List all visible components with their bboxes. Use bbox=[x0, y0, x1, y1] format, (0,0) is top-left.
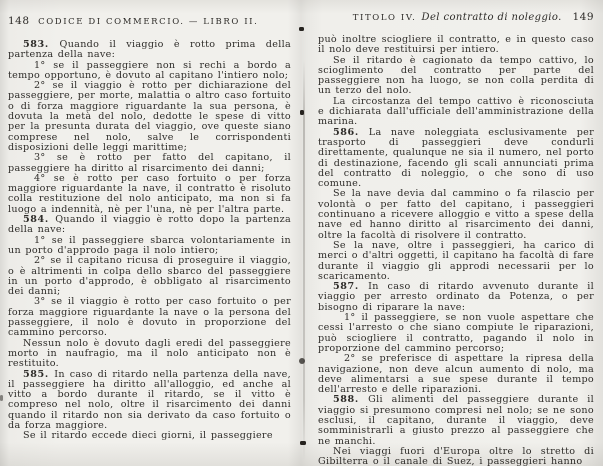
paragraph: 588. Gli alimenti del passeggiere durante il viaggio si presumono compresi nel nolo; se ne sono esclusi, il capitano, durante il viaggio, deve somministrarli a giusto prezzo al passeggiere che ne manchi. bbox=[318, 394, 594, 447]
article-number: 584. bbox=[23, 214, 56, 226]
page-left-body bbox=[8, 40, 291, 442]
ink-speck bbox=[300, 110, 304, 115]
article-number: 587. bbox=[333, 281, 369, 293]
paragraph: Se la nave, oltre i passeggieri, ha carico di merci o d'altri oggetti, il capitano ha facoltà di fare durante il viaggio gli approdi necessarii per lo scaricamento. bbox=[318, 239, 594, 282]
paragraph: può inoltre sciogliere il contratto, e in questo caso il nolo deve restituirsi per intiero. bbox=[318, 34, 594, 56]
running-title-chapter: Del contratto di noleggio. bbox=[421, 12, 562, 23]
paragraph: Se il ritardo eccede dieci giorni, il passeggiere bbox=[23, 430, 273, 442]
paragraph: 4° se è rotto per caso fortuito o per forza maggiore riguardante la nave, il contratto è risoluto colla restituzione del nolo anticipato, ma non si fa luogo a indennità, nè per l'una, nè per l'altra parte. bbox=[8, 172, 291, 215]
article-number: 588. bbox=[333, 394, 369, 406]
page-right-body bbox=[318, 35, 594, 466]
running-title-left: CODICE DI COMMERCIO. — LIBRO II. bbox=[38, 17, 259, 27]
paragraph: 1° il passeggiere, se non vuole aspettare che cessi l'arresto o che siano compiute le riparazioni, può sciogliere il contratto, pagando il nolo in proporzione del cammino percorso; bbox=[318, 312, 594, 354]
ink-speck bbox=[299, 358, 305, 364]
paragraph: 3° se è rotto per fatto del capitano, il passeggiere ha diritto al risarcimento dei danni; bbox=[8, 152, 291, 174]
page-right-header bbox=[318, 5, 594, 24]
paragraph: Se la nave devia dal cammino o fa rilascio per volontà o per fatto del capitano, i passeggieri continuano a ricevere alloggio e vitto a spese della nave ed hanno diritto al risarcimento dei danni, oltre la facoltà di risolvere il contratto. bbox=[318, 188, 594, 241]
page-right bbox=[300, 0, 603, 466]
running-title-right bbox=[342, 5, 572, 24]
ink-speck bbox=[299, 27, 304, 31]
paragraph: 1° se il passeggiere sbarca volontariamente in un porto d'approdo paga il nolo intiero; bbox=[8, 234, 291, 256]
article-number: 585. bbox=[23, 368, 55, 380]
paragraph: 1° se il passeggiere non si rechi a bordo a tempo opportuno, è dovuto al capitano l'intiero nolo; bbox=[8, 59, 291, 81]
ink-speck bbox=[0, 395, 3, 401]
paragraph: 3° se il viaggio è rotto per caso fortuito o per forza maggiore riguardante la nave o la persona del passeggiere, il nolo è dovuto in proporzione del cammino percorso. bbox=[8, 296, 291, 339]
paragraph: 586. La nave noleggiata esclusivamente per trasporto di passeggieri deve condurli direttamente, qualunque ne sia il numero, nel porto di destinazione, facendo gli scali annunciati prima del contratto di noleggio, o che sono di uso comune. bbox=[318, 126, 595, 190]
paragraph: 585. In caso di ritardo nella partenza della nave, il passeggiere ha diritto all'alloggio, ed anche al vitto a bordo durante il ritardo, se il vitto è compreso nel nolo, oltre il risarcimento dei danni quando il ritardo non sia derivato da caso fortuito o da forza maggiore. bbox=[8, 368, 291, 431]
paragraph: 587. In caso di ritardo avvenuto durante il viaggio per arresto ordinato da Potenza, o per bisogno di riparare la nave: bbox=[318, 281, 595, 313]
article-number: 583. bbox=[23, 39, 60, 50]
ink-speck bbox=[300, 441, 306, 445]
page-left-header bbox=[8, 15, 291, 27]
paragraph: Se il ritardo è cagionato da tempo cattivo, lo scioglimento del contratto per parte del passeggiere non ha luogo, se non colla perdita di un terzo del nolo. bbox=[318, 54, 594, 97]
paragraph: Nei viaggi fuori d'Europa oltre lo stretto di Gibilterra o il canale di Suez, i passeggieri hanno bbox=[318, 445, 594, 466]
running-title-section: TITOLO IV. bbox=[352, 13, 417, 23]
article-number: 586. bbox=[333, 126, 369, 138]
paragraph: 2° se il capitano ricusa di proseguire il viaggio, o è altrimenti in colpa dello sbarco del passeggiere in un porto d'approdo, è obbligato al risarcimento dei danni; bbox=[8, 255, 291, 298]
paragraph: 583. Quando il viaggio è rotto prima della partenza della nave: bbox=[8, 39, 291, 61]
paragraph: La circostanza del tempo cattivo è riconosciuta e dichiarata dall'ufficiale dell'amministrazione della marina. bbox=[318, 95, 594, 128]
page-left bbox=[0, 0, 300, 466]
paragraph: 2° se preferisce di aspettare la ripresa della navigazione, non deve alcun aumento di nolo, ma deve alimentarsi a sue spese durante il tempo dell'arresto e delle riparazioni. bbox=[318, 353, 594, 396]
page-number-left: 148 bbox=[8, 15, 30, 27]
paragraph: 2° se il viaggio è rotto per dichiarazione del passeggiere, per morte, malattia o altro caso fortuito o di forza maggiore riguardante la sua persona, è dovuta la metà del nolo, dedotte le spese di vitto per la presunta durata del viaggio, ove queste siano comprese nel nolo, salve le corrispondenti disposizioni delle leggi marittime; bbox=[8, 80, 291, 153]
page-number-right: 149 bbox=[572, 11, 594, 23]
paragraph: 584. Quando il viaggio è rotto dopo la partenza della nave: bbox=[8, 214, 291, 236]
paragraph: Nessun nolo è dovuto dagli eredi del passeggiere morto in naufragio, ma il nolo anticipato non è restituito. bbox=[8, 337, 291, 370]
